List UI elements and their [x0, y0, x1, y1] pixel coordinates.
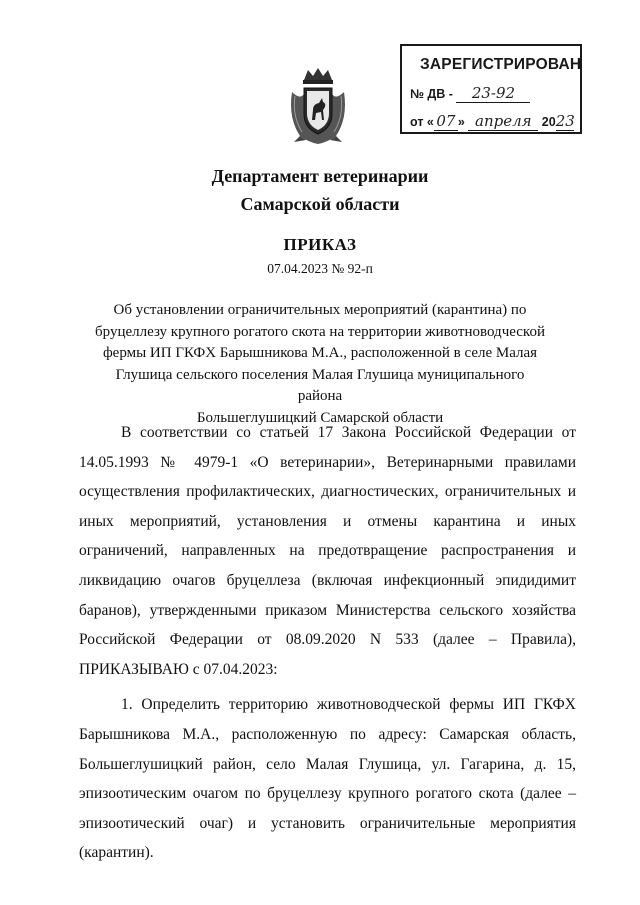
- order-body: [79, 418, 576, 868]
- stamp-date-month: апреля: [468, 112, 538, 131]
- registration-stamp: [400, 44, 582, 134]
- stamp-title: ЗАРЕГИСТРИРОВАН: [420, 56, 582, 73]
- stamp-number-row: [410, 84, 530, 103]
- order-title: ПРИКАЗ: [283, 235, 357, 254]
- department-name-line1: Департамент ветеринарии: [211, 166, 429, 186]
- subject-line: Об установлении ограничительных мероприятий (карантина) по: [113, 302, 527, 318]
- coat-of-arms-icon: [286, 66, 350, 146]
- stamp-date-year-prefix: 20: [541, 115, 556, 129]
- stamp-date-year-suffix: 23: [555, 112, 575, 130]
- preamble-paragraph: В соответствии со статьей 17 Закона Российской Федерации от 14.05.1993 № 4979-1 «О ветеринарии», Ветеринарными правилами осуществления профилактических, диагностических, ограничительных и иных мероприятий, установления и отмены карантина и иных ограничений, направленных на предотвращение распространения и ликвидацию очагов бруцеллеза (включая инфекционный эпидидимит баранов), утвержденными приказом Министерства сельского хозяйства Российской Федерации от 08.09.2020 N 533 (далее – Правила), ПРИКАЗЫВАЮ с 07.04.2023:: [79, 424, 576, 678]
- subject-line: Большеглушицкий Самарской области: [196, 409, 444, 426]
- subject-line: Глушица сельского поселения Малая Глушица муниципального района: [115, 366, 525, 404]
- subject-line: бруцеллезу крупного рогатого скота на территории животноводческой: [95, 323, 545, 340]
- stamp-number-prefix: № ДВ -: [410, 87, 453, 101]
- stamp-date-close: »: [457, 115, 465, 129]
- stamp-date-day: 07: [434, 112, 458, 131]
- department-name-line2: Самарской области: [240, 194, 400, 214]
- stamp-date-row: [410, 112, 574, 131]
- order-subject: [95, 300, 545, 429]
- order-number: 07.04.2023 № 92-п: [267, 261, 373, 276]
- stamp-number-value: 23-92: [456, 84, 530, 103]
- stamp-date-prefix: от «: [410, 115, 434, 129]
- clause-1-paragraph: 1. Определить территорию животноводческой фермы ИП ГКФХ Барышникова М.А., расположенную по адресу: Самарская область, Большеглушицкий район, село Малая Глушица, ул. Гагарина, д. 15, эпизоотическим очагом по бруцеллезу крупного рогатого скота (далее – эпизоотический очаг) и установить ограничительные мероприятия (карантин).: [79, 696, 576, 862]
- subject-line: фермы ИП ГКФХ Барышникова М.А., расположенной в селе Малая: [102, 345, 538, 361]
